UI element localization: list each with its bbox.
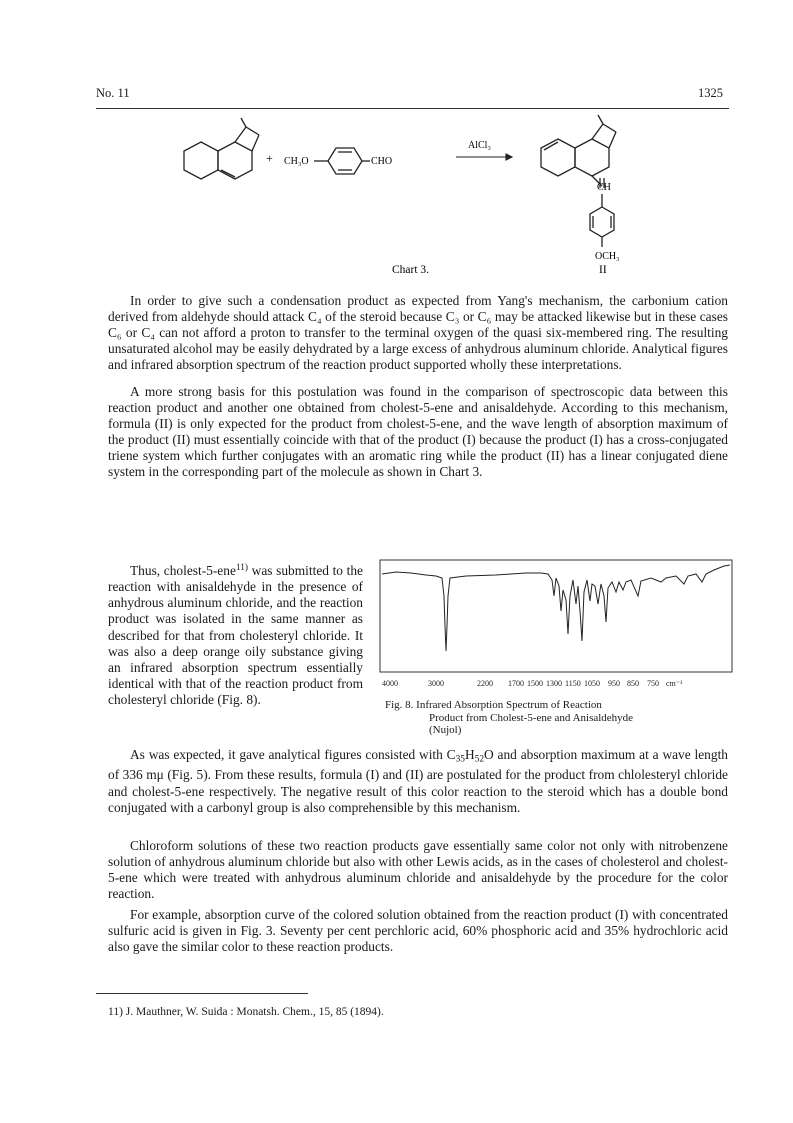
footnote-reference: 11) (235, 563, 249, 573)
aldehyde-group-label: CHO (371, 156, 393, 167)
tick-label: 2200 (477, 679, 493, 688)
chart-3-reaction-scheme (96, 112, 736, 282)
figure-8-ir-spectrum (376, 556, 736, 690)
product-benzene-ring (590, 194, 614, 247)
paragraph-chloroform-solutions: Chloroform solutions of these two reaction products gave essentially same color not only with nitrobenzene solution of anhydrous aluminum chloride but also with other Lewis acids, as in the cases of cholesterol and cholest-5-ene which were treated with anhydrous aluminum chloride and anisaldehyde by the procedure for the color reaction. (108, 838, 728, 902)
tick-label: 4000 (382, 679, 398, 688)
paragraph-analytical-results (108, 747, 728, 816)
axis-unit-label: cm⁻¹ (666, 679, 683, 688)
subscript: 35 (455, 754, 465, 765)
footnote-rule (96, 993, 308, 994)
paragraph-text-part: As was expected, it gave analytical figures consisted with C (130, 747, 456, 762)
catalyst-label: AlCl₃ (468, 140, 491, 151)
anisaldehyde-benzene-ring (314, 148, 370, 174)
caption-line: Fig. 8. Infrared Absorption Spectrum of Reaction (385, 699, 602, 711)
paragraph-text-part: was submitted to the reaction with anisaldehyde in the presence of anhydrous aluminum chloride, and the reaction product was isolated in the same manner as described for that from cholesteryl chloride. It was also a deep orange oily substance giving an infrared absorption spectrum essentially identical with that of the reaction product from cholesteryl chloride (Fig. 8). (108, 563, 363, 707)
paragraph-mechanism-explanation: In order to give such a condensation product as expected from Yang's mechanism, the carbonium cation derived from aldehyde should attack C₄ of the steroid because C₃ or C₆ may be attacked likewise but in these cases C₆ or C₄ can not afford a proton to transfer to the terminal oxygen of the quasi six-membered ring. The resulting unsaturated alcohol may be easily dehydrated by a large excess of anhydrous aluminum chloride. Analytical figures and infrared absorption spectrum of the reaction product supported wholly these interpretations. (108, 293, 728, 373)
och3-group-label: OCH₃ (595, 251, 620, 262)
subscript: 52 (474, 754, 485, 765)
tick-label: 1300 (546, 679, 562, 688)
steroid-product-structure (541, 115, 616, 188)
tick-label: 1150 (565, 679, 581, 688)
tick-label: 1700 (508, 679, 524, 688)
tick-label: 850 (627, 679, 639, 688)
running-header-journal-number: No. 11 (96, 86, 130, 100)
tick-label: 750 (647, 679, 659, 688)
paragraph-text-part: Thus, cholest-5-ene (130, 563, 236, 579)
methoxy-group-label: CH₃O (284, 156, 309, 167)
caption-line: Product from Cholest-5-ene and Anisaldehyde (429, 711, 634, 724)
paragraph-cholestene-reaction (108, 560, 363, 708)
spectrum-trace (382, 565, 730, 651)
paragraph-text-part: H (464, 747, 475, 762)
axis-tick-labels (382, 679, 683, 688)
tick-label: 3000 (428, 679, 444, 688)
tick-label: 1050 (584, 679, 600, 688)
chart-caption: Chart 3. (392, 264, 430, 276)
reaction-arrow (456, 154, 512, 160)
product-formula-label: II (599, 264, 607, 276)
spectrum-frame (380, 560, 732, 672)
paragraph-text-part: O and absorption maximum at a wave length of 336 mμ (Fig. 5). From these results, formula (I) and (II) are postulated for the product from chlolesteryl chloride and cholest-5-ene respectively. The negative result of this color reaction to the steroid which has a double bond conjugated with a carbonyl group is also comprehensible by this mechanism. (108, 747, 728, 815)
page-number: 1325 (698, 86, 723, 100)
tick-label: 1500 (527, 679, 543, 688)
tick-label: 950 (608, 679, 620, 688)
caption-line: (Nujol) (429, 724, 462, 737)
figure-8-caption (385, 699, 727, 737)
paragraph-spectroscopic-comparison: A more strong basis for this postulation was found in the comparison of spectroscopic data between this reaction product and another one obtained from cholest-5-ene and anisaldehyde. According to this mechanism, formula (II) is only expected for the product from cholest-5-ene, and the wave length of absorption maximum of the product (II) must essentially coincide with that of the product (I) because the product (I) has a cross-conjugated triene system which further conjugates with an aromatic ring while the product (II) has a linear conjugated diene system in the corresponding part of the molecule as shown in Chart 3. (108, 384, 728, 480)
plus-sign: + (266, 151, 273, 165)
ch-group-label: CH (597, 182, 611, 193)
paragraph-absorption-curve: For example, absorption curve of the colored solution obtained from the reaction product (I) with concentrated sulfuric acid is given in Fig. 3. Seventy per cent perchloric acid, 60% phosphoric acid and 35% hydrochloric acid also gave the similar color to these reaction products. (108, 907, 728, 955)
steroid-reactant-structure (184, 118, 259, 179)
header-rule (96, 108, 729, 109)
footnote-reference-11: 11) J. Mauthner, W. Suida : Monatsh. Chem., 15, 85 (1894). (108, 1006, 384, 1018)
